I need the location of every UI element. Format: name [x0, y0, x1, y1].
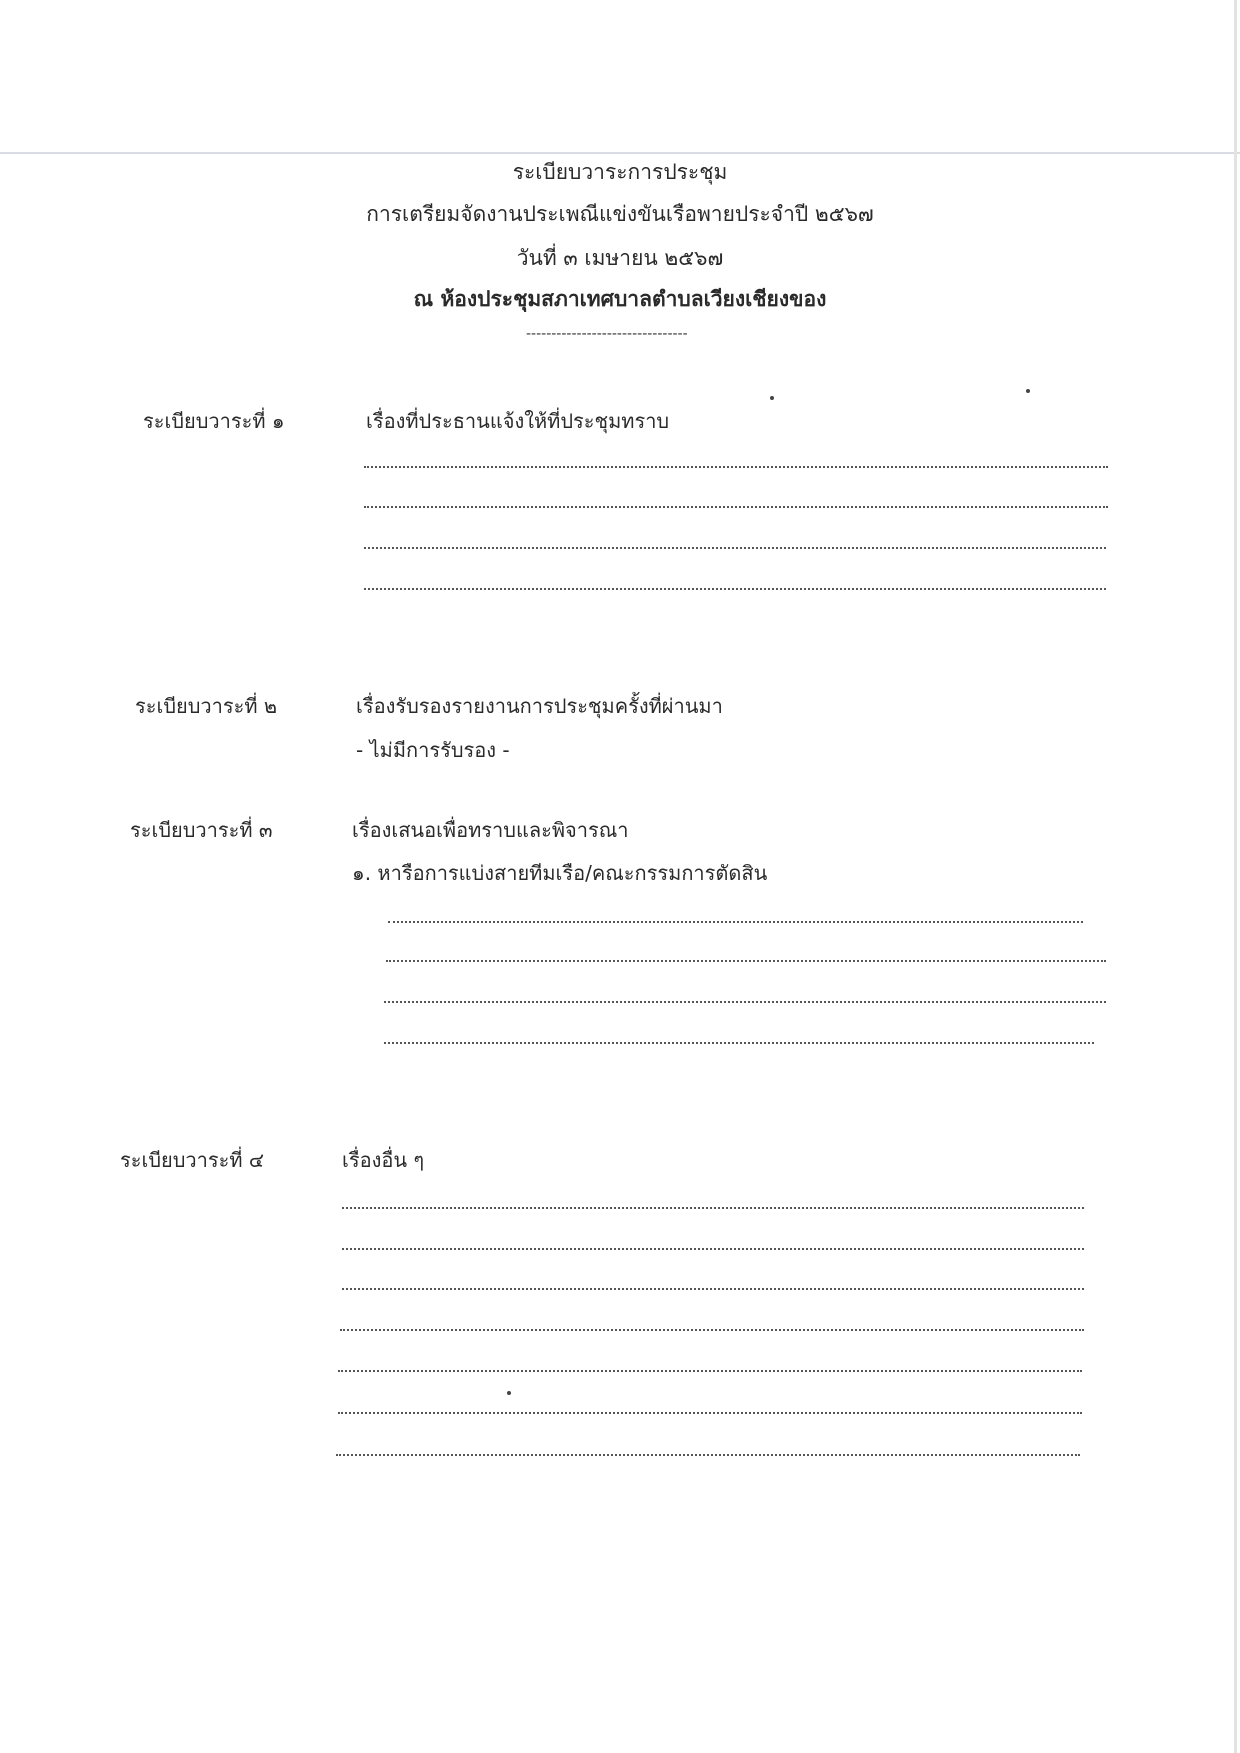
agenda-2-note: - ไม่มีการรับรอง - — [356, 738, 510, 762]
agenda-4-fill-line — [336, 1454, 1080, 1456]
agenda-3-label: ระเบียบวาระที่ ๓ — [130, 818, 273, 842]
agenda-4-topic: เรื่องอื่น ๆ — [342, 1148, 425, 1172]
agenda-3-fill-line — [386, 960, 1106, 962]
agenda-1-fill-line — [364, 547, 1106, 549]
meeting-subject: การเตรียมจัดงานประเพณีแข่งขันเรือพายประจำปี ๒๕๖๗ — [366, 202, 874, 226]
agenda-2-label: ระเบียบวาระที่ ๒ — [135, 694, 278, 718]
scan-speck — [507, 1391, 511, 1395]
document-title: ระเบียบวาระการประชุม — [512, 160, 728, 184]
agenda-1-label: ระเบียบวาระที่ ๑ — [143, 409, 285, 433]
scan-border-line — [0, 152, 1240, 154]
scan-speck — [770, 396, 774, 400]
agenda-4-fill-line — [338, 1370, 1082, 1372]
agenda-3-fill-line — [384, 1001, 1106, 1003]
agenda-1-fill-line — [364, 466, 1108, 468]
agenda-4-fill-line — [342, 1207, 1084, 1209]
agenda-3-fill-line — [384, 1042, 1094, 1044]
meeting-location: ณ ห้องประชุมสภาเทศบาลตำบลเวียงเชียงของ — [413, 287, 827, 311]
agenda-3-fill-line — [388, 921, 1083, 923]
agenda-2-topic: เรื่องรับรองรายงานการประชุมครั้งที่ผ่านมา — [356, 694, 723, 718]
agenda-1-topic: เรื่องที่ประธานแจ้งให้ที่ประชุมทราบ — [366, 409, 670, 433]
agenda-1-fill-line — [364, 588, 1106, 590]
agenda-4-label: ระเบียบวาระที่ ๔ — [120, 1148, 265, 1172]
header-separator: -------------------------------- — [526, 326, 688, 342]
agenda-3-item-1: ๑. หารือการแบ่งสายทีมเรือ/คณะกรรมการตัดสิน — [352, 861, 768, 885]
agenda-4-fill-line — [342, 1288, 1084, 1290]
meeting-date: วันที่ ๓ เมษายน ๒๕๖๗ — [516, 246, 724, 270]
agenda-3-topic: เรื่องเสนอเพื่อทราบและพิจารณา — [352, 818, 629, 842]
agenda-1-fill-line — [364, 506, 1108, 508]
agenda-4-fill-line — [340, 1329, 1084, 1331]
agenda-4-fill-line — [342, 1248, 1084, 1250]
scan-speck — [1026, 389, 1030, 393]
agenda-4-fill-line — [338, 1412, 1082, 1414]
